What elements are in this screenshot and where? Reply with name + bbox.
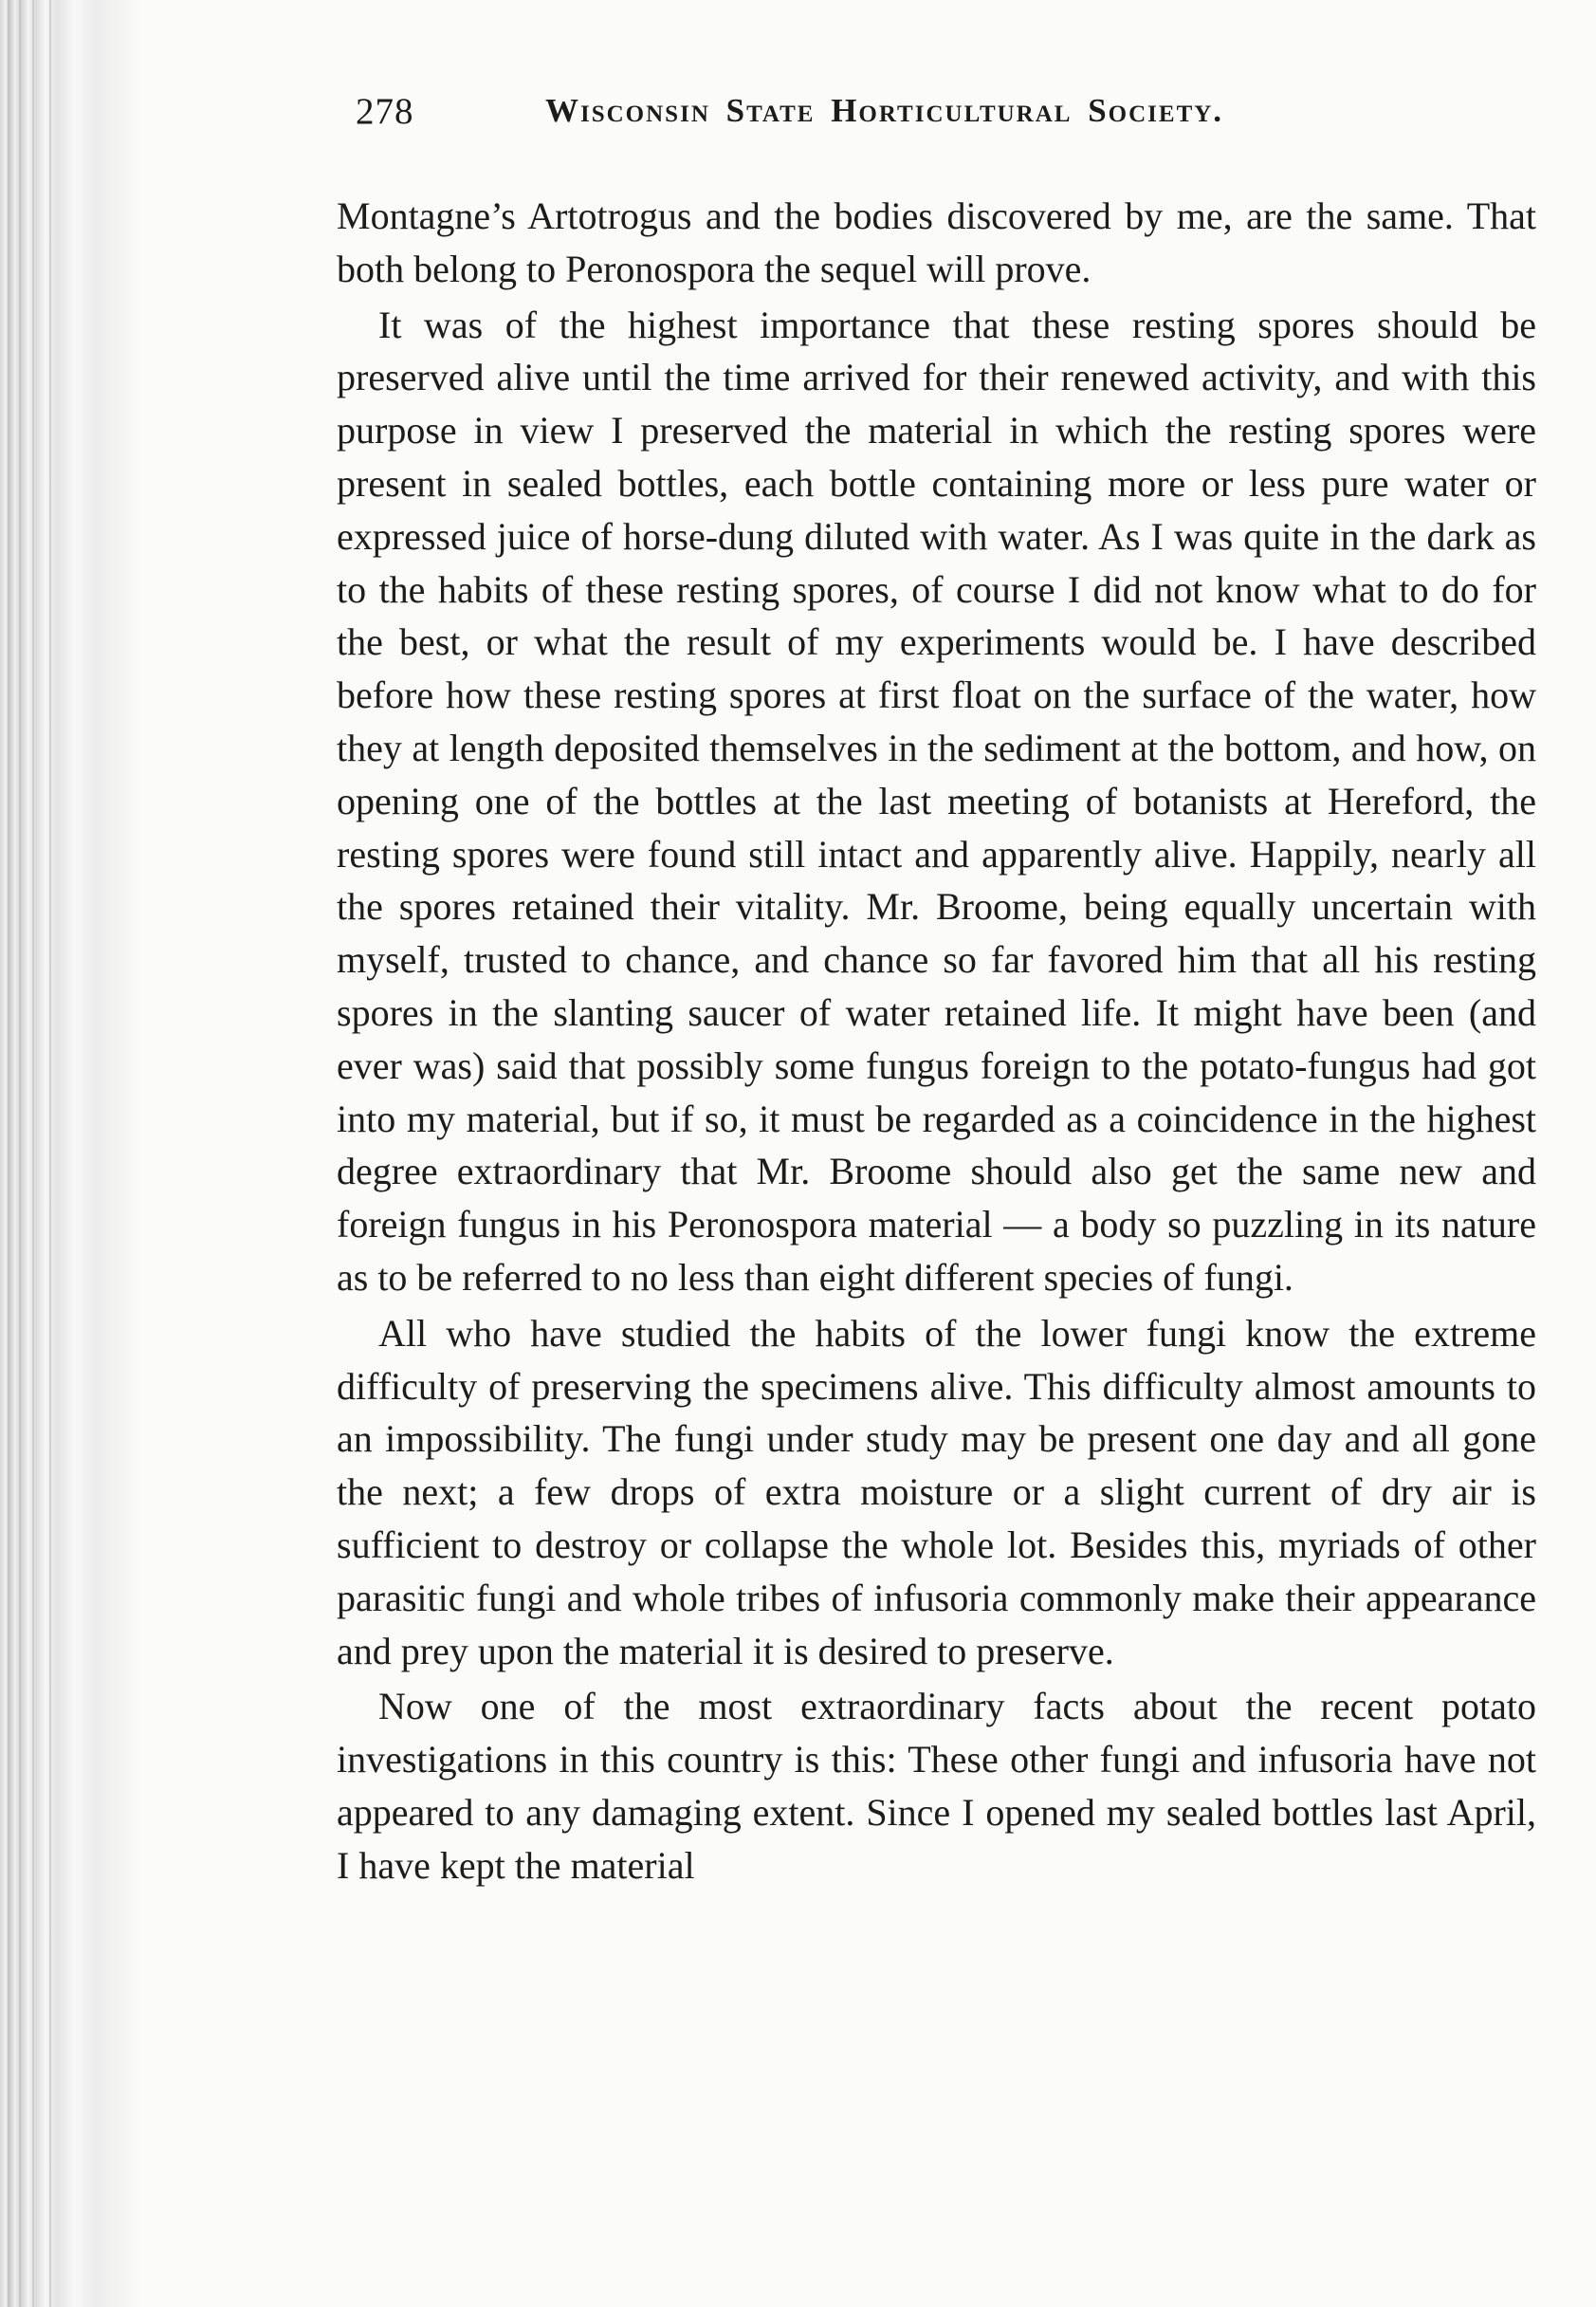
paragraph: It was of the highest importance that these resting spores should be preserved alive until the time arrived for their renewed activity, and with this purpose in view I preserved the material in which the resting spores were present in sealed bottles, each bottle containing more or less pure water or expressed juice of horse-dung diluted with water. As I was quite in the dark as to the habits of these resting spores, of course I did not know what to do for the best, or what the result of my experiments would be. I have described before how these resting spores at first float on the surface of the water, how they at length deposited themselves in the sediment at the bottom, and how, on opening one of the bottles at the last meeting of botanists at Hereford, the resting spores were found still intact and apparently alive. Happily, nearly all the spores retained their vitality. Mr. Broome, being equally uncertain with myself, trusted to chance, and chance so far favored him that all his resting spores in the slanting saucer of water retained life. It might have been (and ever was) said that possibly some fungus foreign to the potato-fungus had got into my material, but if so, it must be regarded as a coincidence in the highest degree extraordinary that Mr. Broome should also get the same new and foreign fungus in his Peronospora material — a body so puzzling in its nature as to be referred to no less than eight different species of fungi. — [337, 303, 1536, 1299]
page-edge-line — [49, 0, 51, 2307]
paragraph: Now one of the most extraordinary facts about the recent potato investigations in this country is this: These other fungi and infusoria have not appeared to any damaging extent. Since I opened my sealed bottles last April, I have kept the material — [337, 1685, 1536, 1887]
page-edge-line — [8, 0, 9, 2307]
page-number: 278 — [356, 91, 414, 132]
running-head: Wisconsin State Horticultural Society. — [545, 92, 1224, 129]
page-header — [356, 90, 1456, 147]
paragraph: All who have studied the habits of the lower fungi know the extreme difficulty of preserving the specimens alive. This difficulty almost amounts to an impossibility. The fungi under study may be present one day and all gone the next; a few drops of extra moisture or a slight current of dry air is sufficient to destroy or collapse the whole lot. Besides this, myriads of other parasitic fungi and whole tribes of infusoria commonly make their appearance and prey upon the material it is desired to preserve. — [337, 1311, 1536, 1672]
paragraph-continued: Montagne’s Artotrogus and the bodies discovered by me, are the same. That both belong to Peronospora the sequel will prove. — [337, 194, 1536, 290]
page-edge-line — [32, 0, 34, 2307]
book-binding-edge — [0, 0, 142, 2307]
body-text — [337, 190, 1536, 1892]
page-edge-line — [19, 0, 21, 2307]
